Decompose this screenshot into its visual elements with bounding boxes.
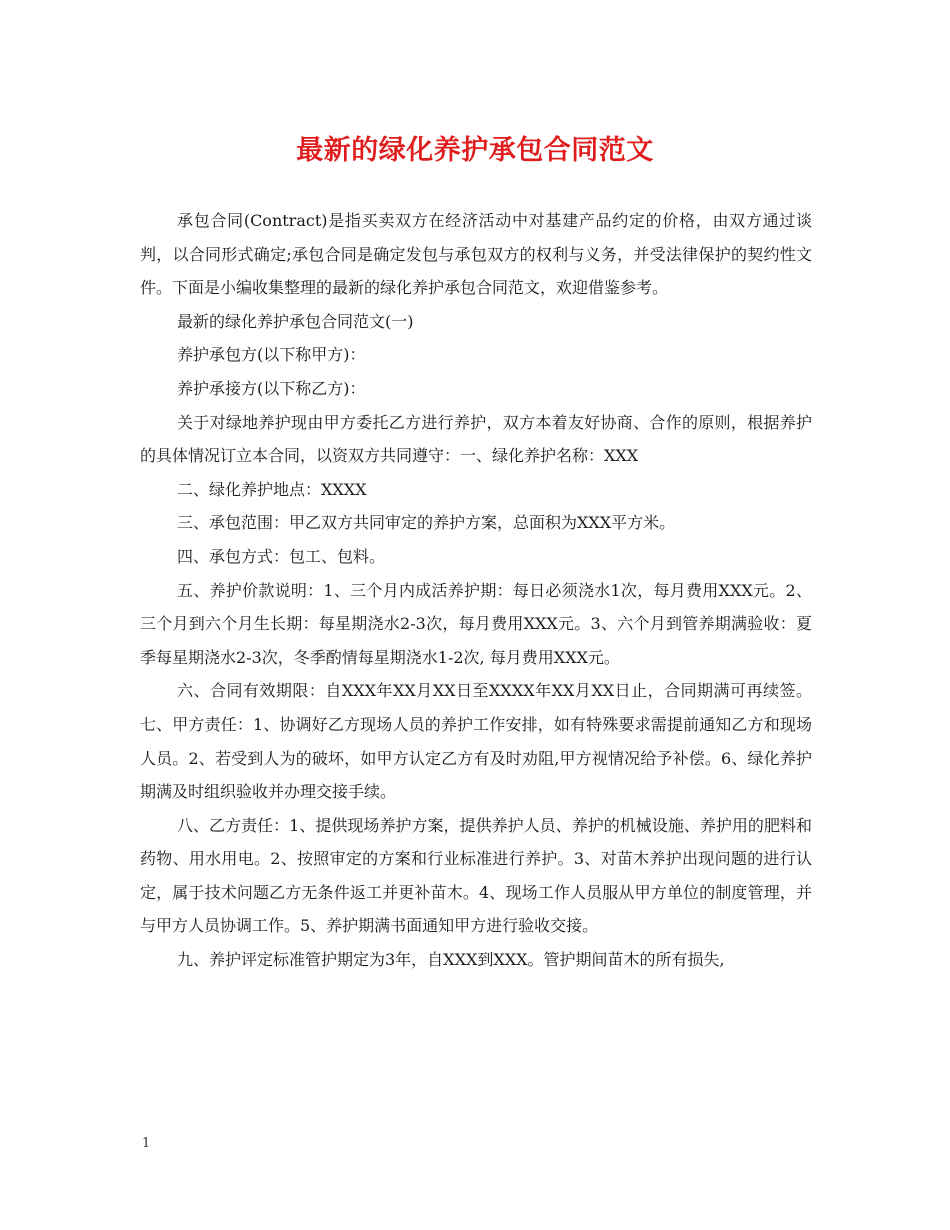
- document-title: 最新的绿化养护承包合同范文: [296, 135, 654, 166]
- paragraph-subtitle: 最新的绿化养护承包合同范文(一): [177, 311, 414, 331]
- paragraph-party-b-duties: 八、乙方责任：1、提供现场养护方案，提供养护人员、养护的机械设施、养护用的肥料和药物、用水用电。2、按照审定的方案和行业标准进行养护。3、对苗木养护出现问题的进行认定，属于技术问题乙方无条件返工并更补苗木。4、现场工作人员服从甲方单位的制度管理，并与甲方人员协调工作。5、养护期满书面通知甲方进行验收交接。: [140, 815, 812, 936]
- paragraph-intro: 承包合同(Contract)是指买卖双方在经济活动中对基建产品约定的价格，由双方通过谈判，以合同形式确定;承包合同是确定发包与承包双方的权利与义务，并受法律保护的契约性文件。下面是小编收集整理的最新的绿化养护承包合同范文，欢迎借鉴参考。: [140, 211, 812, 298]
- page-number: 1: [142, 1136, 151, 1151]
- paragraph-term-and-party-a-duties: 六、合同有效期限：自XXX年XX月XX日至XXXX年XX月XX日止，合同期满可再续签。七、甲方责任：1、协调好乙方现场人员的养护工作安排，如有特殊要求需提前通知乙方和现场人员。2、若受到人为的破坏，如甲方认定乙方有及时劝阻,甲方视情况给予补偿。6、绿化养护期满及时组织验收并办理交接手续。: [140, 681, 812, 802]
- paragraph-scope: 三、承包范围：甲乙双方共同审定的养护方案，总面积为XXX平方米。: [177, 513, 676, 533]
- paragraph-method: 四、承包方式：包工、包料。: [177, 546, 386, 566]
- paragraph-party-b: 养护承接方(以下称乙方)：: [177, 378, 366, 398]
- paragraph-standards: 九、养护评定标准管护期定为3年，自XXX到XXX。管护期间苗木的所有损失,: [177, 950, 725, 970]
- paragraph-party-a: 养护承包方(以下称甲方)：: [177, 345, 366, 365]
- document-body: [140, 204, 812, 977]
- paragraph-location: 二、绿化养护地点：XXXX: [177, 479, 367, 499]
- paragraph-preamble: 关于对绿地养护现由甲方委托乙方进行养护，双方本着友好协商、合作的原则，根据养护的具体情况订立本合同，以资双方共同遵守：一、绿化养护名称：XXX: [140, 412, 812, 466]
- paragraph-pricing: 五、养护价款说明：1、三个月内成活养护期：每日必须浇水1次，每月费用XXX元。2、三个月到六个月生长期：每星期浇水2-3次，每月费用XXX元。3、六个月到管养期满验收：夏季每星期浇水2-3次，冬季酌情每星期浇水1-2次, 每月费用XXX元。: [140, 580, 812, 667]
